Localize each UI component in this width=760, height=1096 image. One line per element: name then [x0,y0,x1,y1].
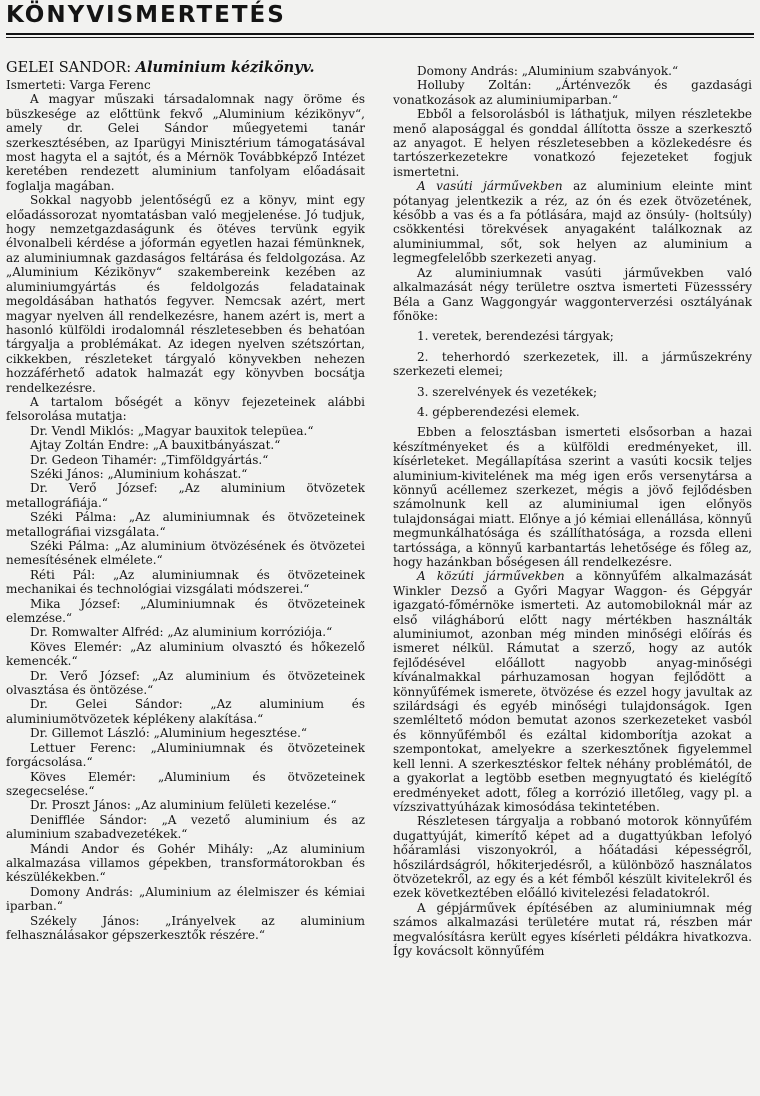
reviewer: Ismerteti: Varga Ferenc [6,78,151,92]
intro-paragraph: A magyar műszaki társadalomnak nagy öröme és büszkesége az előttünk fekvő „Aluminium kézikönyv“, amely dr. Gelei Sándor műegyetemi tanár szerkesztésében, az Iparügyi Minisztérium támogatásával most hagyta el a sajtót, és a Mérnök Továbbképző Intézet keretében rendezett aluminium tanfolyam előadásait foglalja magában. [6,92,365,193]
contents-item: Dr. Verő József: „Az aluminium ötvözetek metallográfiája.“ [6,481,365,510]
right-column [393,64,752,1096]
contents-item: Dr. Verő József: „Az aluminium és ötvözeteinek olvasztása és öntözése.“ [6,668,365,698]
body-paragraph: Ebben a felosztásban ismerteti elsősorban a hazai készítményeket és a külföldi eredményeket, ill. kísérleteket. Megállapítása szerint a vasúti kocsik teljes aluminium-kivitelének ma még igen erős versenytársa a könnyű acéllemez szerkezet, mégis a jövő fejlődésben számolnunk kell az aluminiumal igen előnyös tulajdonságai miatt. Előnye a jó kémiai ellenállása, könnyű megmunkálhatósága és szállíthatósága, a rozsda elleni tartóssága, a könnyű karbantartás lehetősége és főleg az, hogy hazánkban bőségesen áll rendelkezésre. [393,425,752,569]
contents-item: Denifflée Sándor: „A vezető aluminium és az aluminium szabadvezetékek.“ [6,812,365,842]
contents-item: Széki Pálma: „Az aluminiumnak és ötvözeteinek metallográfiai vizsgálata.“ [6,510,365,539]
contents-item: Réti Pál: „Az aluminiumnak és ötvözeteinek mechanikai és technológiai vizsgálati módszerei.“ [6,567,365,597]
contents-item: Domony András: „Aluminium az élelmiszer és kémiai iparban.“ [6,884,365,914]
emphasis-road: A közúti járművekben [417,569,565,584]
contents-item: Székely János: „Irányelvek az aluminium felhasználásakor gépszerkesztők részére.“ [6,913,365,942]
title-rule-thin [6,37,754,38]
contents-item: Ajtay Zoltán Endre: „A bauxitbányászat.“ [30,438,281,453]
contents-item: Széki Pálma: „Az aluminium ötvözésének és ötvözetei nemesítésének elmélete.“ [6,539,365,568]
contents-item: Holluby Zoltán: „Árténvezők és gazdasági vonatkozások az aluminiumiparban.“ [393,78,752,107]
contents-item: Dr. Gillemot László: „Aluminium hegesztése.“ [30,726,308,741]
body-paragraph: Az aluminiumnak vasúti járművekben való alkalmazását négy területre osztva ismerteti Füzessséry Béla a Ganz Waggongyár waggonterverzési osztályának főnöke: [393,265,752,323]
contents-item: Dr. Vendl Miklós: „Magyar bauxitok telepüea.“ [30,423,314,438]
contents-item: Lettuer Ferenc: „Aluminiumnak és ötvözeteinek forgácsolása.“ [6,740,365,770]
contents-item: Domony András: „Aluminium szabványok.“ [417,64,679,78]
contents-item: Dr. Romwalter Alfréd: „Az aluminium korróziója.“ [30,625,333,640]
list-item: 3. szerelvények és vezetékek; [417,384,598,399]
section-title: KÖNYVISMERTETÉS [6,2,286,28]
contents-item: Mika József: „Aluminiumnak és ötvözeteinek elemzése.“ [6,596,365,626]
book-author: GELEI SÁNDOR: [6,60,132,76]
list-item: 4. gépberendezési elemek. [417,404,580,419]
list-item: 2. teherhordó szerkezetek, ill. a járműszekrény szerkezeti elemei; [393,349,752,379]
contents-item: Mándi Andor és Gohér Mihály: „Az aluminium alkalmazása villamos gépekben, transformátorokban és készülékekben.“ [6,841,365,885]
body-paragraph: A gépjárművek építésében az aluminiumnak még számos alkalmazási területére mutat rá, részben már megvalósításra került egyes kísérleti példákra hivatkozva. Így kovácsolt könnyűfém [393,900,752,958]
body-paragraph [393,179,752,265]
contents-item: Széki János: „Aluminium kohászat.“ [30,466,248,481]
body-paragraph [393,569,752,814]
contents-item: Dr. Gedeon Tihamér: „Timföldgyártás.“ [30,452,269,467]
book-header [6,60,365,76]
contents-item: Dr. Proszt János: „Az aluminium felületi kezelése.“ [30,798,337,813]
body-paragraph: Részletesen tárgyalja a robbanó motorok könnyűfém dugattyúját, kimerítő képet ad a dugattyúkban lefolyó hőáramlási viszonyokról, a hőátadási képességről, hőszilárdságról, hőkiterjedésről, a különböző használatos ötvözetekről, az egy és a két fémből készült kivitelekről és ezek következtében előálló kivitelezési feladatokról. [393,814,752,901]
contents-item: Dr. Gelei Sándor: „Az aluminium és aluminiumötvözetek képlékeny alakítása.“ [6,697,365,726]
left-column [6,60,365,1092]
intro-paragraph: A tartalom bőségét a könyv fejezeteinek alábbi felsorolása mutatja: [6,394,365,424]
title-rule [6,33,754,35]
body-paragraph: Ebből a felsorolásból is láthatjuk, milyen részletekbe menő alaposággal és gonddal állította össze a szerkesztő az anyagot. E helyen részletesebben a közlekedésre és tartószerkezetekre vonatkozó fejezeteket fogjuk ismertetni. [393,107,752,179]
list-item: 1. veretek, berendezési tárgyak; [417,329,614,344]
contents-item: Köves Elemér: „Az aluminium olvasztó és hőkezelő kemencék.“ [6,639,365,669]
book-title: Aluminium kézikönyv. [135,60,315,76]
intro-paragraph: Sokkal nagyobb jelentőségű ez a könyv, mint egy előadássorozat nyomtatásban való megjelenése. Jó tudjuk, hogy nemzetgazdaságunk és ötéves tervünk egyik élvonalbeli kérdése a jóformán egyetlen hazai fémünknek, az aluminiumnak gazdaságos feltárása és feldolgozása. Az „Aluminium Kézikönyv“ szakembereink kezében az aluminiumgyártás és feldolgozás feladatainak megoldásában hathatós fegyver. Nemcsak azért, mert magyar nyelven áll rendelkezésre, hanem azért is, mert a hasonló külföldi irodalomnál részletesebben és behatóan tárgyalja a problémákat. Az idegen nyelven szétszórtan, cikkekben, részleteket tárgyaló könyvekben nehezen hozzáférhető adatok halmazát egy könyvben bocsátja rendelkezésre. [6,193,365,395]
emphasis-rail: A vasúti járművekben [417,179,563,194]
paragraph-text: a könnyűfém alkalmazását Winkler Dezső a Győri Magyar Waggon- és Gépgyár igazgató-főmérnöke ismerteti. Az automobiloknál már az első világháború előtt nagy mértékben használták aluminiumot, azonban még minden minőségi előírás és ismeret nélkül. Rámutat a szerző, hogy az autók fejlődésével előállott nagyobb anyag-minőségi kívánalmakkal párhuzamosan hogyan fejlődött a könnyűfémek ismerete, ötvözése és ezzel hogy javultak az szilárdsági és egyéb minőségi tulajdonságok. Igen szemléltető módon bemutat azonos szerkezeteket vasból és könnyűfémből és ezáltal kidomborítja azokat a szempontokat, amelyekre a szerkesztőnek figyelemmel kell lenni. A szerkesztéskor feltek néhány problémától, de a gyakorlat a legtöbb esetben megnyugtató és kielégítő eredményeket adott, főleg a korrózió illetőleg, vagy pl. a vízszivattyúházak kimosódása tekintetében. [393,569,752,814]
paragraph-text: az aluminium eleinte mint pótanyag jelentkezik a réz, az ón és ezek ötvözetének, később a vas és a fa pótlására, majd az önsúly- (holtsúly) csökkentési törekvések anyagaként találkoznak az aluminiummal, sőt, sok helyen az aluminium a legmegfelelőbb szerkezeti anyag. [393,179,752,266]
contents-item: Köves Elemér: „Aluminium és ötvözeteinek szegecselése.“ [6,769,365,798]
